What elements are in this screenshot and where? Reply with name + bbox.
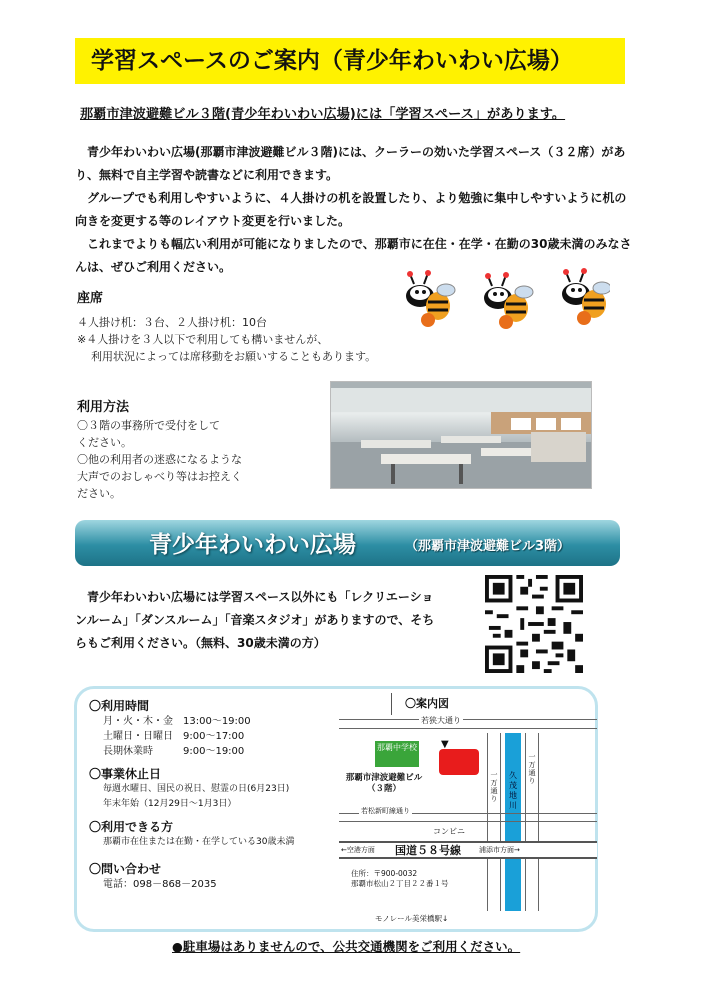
eligible-heading: 〇利用できる方 <box>89 820 174 834</box>
hours-list <box>89 714 329 759</box>
closed-text <box>89 782 329 812</box>
usage-line-2: ください。 <box>77 436 132 449</box>
study-room-photo <box>330 381 592 489</box>
map-monorail: モノレール美栄橋駅↓ <box>375 914 449 923</box>
facility-banner-subtitle: （那覇市津波避難ビル3階） <box>405 539 571 554</box>
hours-heading: 〇利用時間 <box>89 699 150 713</box>
map-building-floor: （３階） <box>366 784 401 794</box>
usage-line-1: 〇３階の事務所で受付をして <box>77 419 220 432</box>
map-heading: 〇案内図 <box>405 697 449 710</box>
facility-text: 青少年わいわい広場には学習スペース以外にも「レクリエーションルーム」「ダンスルーム」「音楽スタジオ」がありますので、そちらもご利用ください。（無料、30歳未満の方） <box>75 590 435 650</box>
usage-line-3: 〇他の利用者の迷惑になるような <box>77 453 242 466</box>
map-address <box>351 869 449 889</box>
hours-row <box>103 714 329 729</box>
facility-banner <box>75 520 620 566</box>
route58-label: 国道５８号線 <box>395 844 461 857</box>
route58-right-label: 浦添市方面→ <box>479 846 520 854</box>
hours-time: 13:00～19:00 <box>183 716 251 727</box>
parking-notice: ●駐車場はありませんので、公共交通機関をご利用ください。 <box>172 939 521 954</box>
street-mid-label: 若松新町線通り <box>361 807 410 815</box>
intro-paragraph-1: 青少年わいわい広場(那覇市津波避難ビル３階)には、クーラーの効いた学習スペース（３２席）があり、無料で自主学習や読書などに利用できます。 <box>75 145 626 182</box>
map-building-name: 那覇市津波避難ビル <box>345 773 423 783</box>
qr-code-icon <box>485 575 583 673</box>
closed-line-2: 年末年始（12月29日～1月3日） <box>103 799 237 809</box>
seats-text <box>77 314 407 365</box>
map-konbini: コンビニ <box>433 827 465 836</box>
map-school: 那覇中学校 <box>375 741 419 767</box>
bee-illustrations <box>400 266 610 338</box>
bee-icon <box>400 266 610 334</box>
intro-paragraph-3: これまでよりも幅広い利用が可能になりましたので、那覇市に在住・在学・在勤の30歳未満のみなさんは、ぜひご利用ください。 <box>75 237 632 274</box>
map-building-marker-icon: ▼ <box>441 739 449 750</box>
hours-row <box>103 729 329 744</box>
map-river <box>505 733 521 911</box>
contact-heading: 〇問い合わせ <box>89 862 162 876</box>
hours-day: 月・火・木・金 <box>103 716 173 727</box>
closed-line-1: 毎週水曜日、国民の祝日、慰霊の日(6月23日) <box>103 784 290 794</box>
ichiman-right-label: 一万通り <box>528 753 536 785</box>
ichiman-road-left <box>487 733 501 911</box>
info-box <box>74 686 598 932</box>
street-top-line <box>339 719 597 729</box>
study-room-photo-image <box>331 382 592 489</box>
facility-banner-title: 青少年わいわい広場 <box>149 532 356 558</box>
seats-heading: 座席 <box>77 291 104 306</box>
map-river-label: 久茂地川 <box>509 771 517 810</box>
map-divider <box>391 693 392 715</box>
hours-row <box>103 744 329 759</box>
hours-day: 土曜日・日曜日 <box>103 731 173 742</box>
map-address-line-1: 住所：〒900-0032 <box>351 869 418 878</box>
usage-line-4: 大声でのおしゃべり等はお控えく <box>77 470 242 483</box>
hours-time: 9:00～19:00 <box>183 746 245 757</box>
info-left-column <box>89 697 329 892</box>
street-top-label: 若狭大通り <box>421 716 461 725</box>
intro-paragraph-2: グループでも利用しやすいように、４人掛けの机を設置したり、より勉強に集中しやすいように机の向きを変更する等のレイアウト変更を行いました。 <box>75 191 627 228</box>
hours-time: 9:00～17:00 <box>183 731 245 742</box>
access-map <box>329 693 597 929</box>
page-title: 学習スペースのご案内（青少年わいわい広場） <box>75 38 625 84</box>
page-subtitle: 那覇市津波避難ビル３階(青少年わいわい広場)には「学習スペース」があります。 <box>80 107 566 122</box>
eligible-text: 那覇市在住または在勤・在学している30歳未満 <box>103 837 295 847</box>
map-address-line-2: 那覇市松山２丁目２２番１号 <box>351 879 449 888</box>
usage-heading: 利用方法 <box>77 400 130 415</box>
ichiman-left-label: 一万通り <box>490 771 498 803</box>
qr-code[interactable] <box>485 575 583 673</box>
route58-road <box>339 841 597 859</box>
seats-line-2: ※４人掛けを３人以下で利用しても構いませんが、 <box>77 333 329 346</box>
usage-line-5: ださい。 <box>77 487 121 500</box>
contact-phone[interactable]: 電話：098－868－2035 <box>103 879 217 890</box>
intro-text <box>75 141 635 279</box>
seats-line-3: 利用状況によっては席移動をお願いすることもあります。 <box>91 350 377 363</box>
map-building-label <box>329 773 439 795</box>
hours-day: 長期休業時 <box>103 746 153 757</box>
closed-heading: 〇事業休止日 <box>89 767 162 781</box>
seats-line-1: ４人掛け机：３台、２人掛け机：10台 <box>77 316 267 329</box>
usage-text <box>77 417 277 502</box>
map-building <box>439 749 479 775</box>
route58-left-label: ←空港方面 <box>341 846 375 854</box>
